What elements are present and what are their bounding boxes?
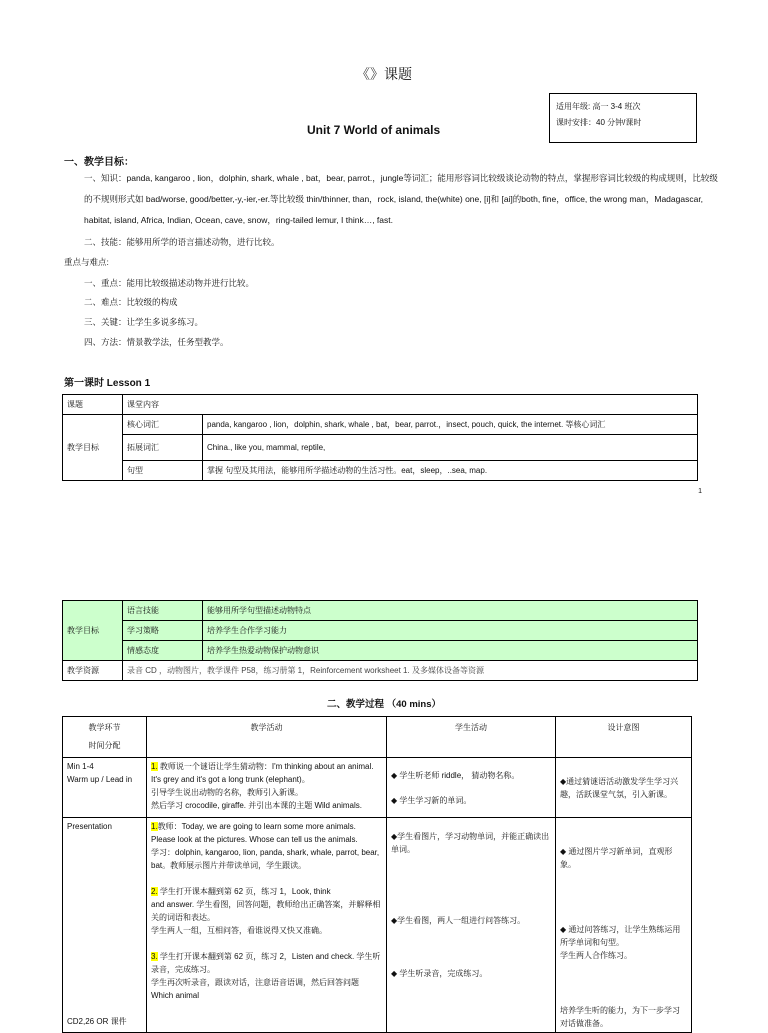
row-value: 能够用所学句型描述动物特点 [203, 601, 698, 621]
row-key: 拓展词汇 [123, 435, 203, 461]
info-box [549, 93, 697, 143]
intent-text: ◆ 通过图片学习新单词，直观形象。 [560, 847, 673, 869]
goal-label: 教学目标 [63, 415, 123, 481]
intent-text: ◆ 通过问答练习，让学生熟练运用所学单词和句型。 学生两人合作练习。 [560, 925, 681, 960]
document-title: 《》课题 [356, 66, 412, 82]
key-item: 一、重点：能用比较级描述动物并进行比较。 [84, 278, 255, 288]
row-value: 培养学生合作学习能力 [203, 621, 698, 641]
step-number: 1. [151, 822, 158, 831]
goals-paragraph-1: 一、知识：panda, kangaroo , lion，dolphin, shark, whale , bat，bear, parrot.，jungle等词汇；能用形容词比较级谈论动物的特点，掌握形容词比较级的构成规则，比较级的不规则形式如 bad/worse, good/better,-y,-ier,-er.等比较级 thin/thinner, than，rock, island, the(white) one, [i]和 [ai]的both, fine，office, the wrong man，Madagascar, habitat, island, Africa, Indian, Ocean, cave, snow，ring-tailed lemur, I think…, fast. [84, 173, 718, 225]
topic-value: 课堂内容 [123, 395, 698, 415]
intent-cell: ◆通过猜谜语活动激发学生学习兴趣，活跃课堂气氛，引入新课。 [556, 758, 692, 818]
goals-heading: 一、教学目标： [64, 157, 134, 168]
stage-cell: Min 1-4 Warm up / Lead in [63, 758, 147, 818]
resources-label: 教学资源 [63, 661, 123, 681]
stage-cell: Presentation CD2,26 OR 课件 [63, 818, 147, 1033]
student-text: ◆ 学生听老师 riddle， 猜动物名称。 [391, 770, 520, 780]
step-number: 2. [151, 887, 158, 896]
unit-title: Unit 7 World of animals [307, 123, 441, 137]
activity-text: 学生打开课本翻到第 62 页，练习 2，Listen and check. 学生听录音，完成练习。 学生再次听录音，跟读对话，注意语音语调，然后回答问题 Which animal [151, 952, 381, 1000]
student-cell [387, 818, 556, 1033]
key-item: 三、关键：让学生多说多练习。 [84, 317, 204, 327]
key-item: 二、难点：比较级的构成 [84, 297, 178, 307]
key-item: 四、方法：情景教学法，任务型教学。 [84, 337, 229, 347]
activity-text: 教师：Today, we are going to learn some more animals. Please look at the pictures. Whose can tell us the animals. 学习：dolphin, kangaroo, lion, panda, shark, whale, parrot, bear, bat。教师展示图片并带读单词，学生跟读。 [151, 822, 380, 870]
page-number: 1 [698, 488, 702, 495]
row-key: 语言技能 [123, 601, 203, 621]
row-value: 培养学生热爱动物保护动物意识 [203, 641, 698, 661]
process-heading: 二、教学过程 （40 mins） [326, 699, 442, 710]
student-text: ◆学生看图片，学习动物单词，并能正确读出单词。 [391, 832, 550, 854]
row-value: China., like you, mammal, reptile, [203, 435, 698, 461]
intent-text: 培养学生听的能力，为下一步学习对话做准备。 [560, 1006, 680, 1028]
info-line-1: 适用年级: 高一 3-4 班次 [556, 102, 641, 111]
intent-cell [556, 818, 692, 1033]
header-student: 学生活动 [387, 717, 556, 758]
row-key: 情感态度 [123, 641, 203, 661]
lesson-heading: 第一课时 Lesson 1 [64, 378, 151, 389]
resources-value: 录音 CD ，动物图片，教学课件 P58，练习册第 1，Reinforcement worksheet 1. 及多媒体设备等资源 [123, 661, 698, 681]
goals-paragraph-2: 二、技能：能够用所学的语言描述动物，进行比较。 [84, 237, 280, 247]
row-key: 核心词汇 [123, 415, 203, 435]
lesson-table [62, 394, 698, 481]
header-stage: 教学环节 时间分配 [63, 717, 147, 758]
goals-table-label: 教学目标 [63, 601, 123, 661]
activity-text: 教师说一个谜语让学生猜动物：I'm thinking about an animal. It's grey and it's got a long trunk (elephant)。 引导学生说出动物的名称，教师引入新课。 然后学习 crocodile, giraffe. 并引出本课的主题 Wild animals. [151, 762, 374, 810]
topic-label: 课题 [63, 395, 123, 415]
activity-text: 学生打开课本翻到第 62 页，练习 1，Look, think and answer. 学生看图，回答问题，教师给出正确答案，并解释相关的词语和表达。 学生两人一组，互相问答，看谁说得又快又准确。 [151, 887, 381, 935]
step-number: 3. [151, 952, 158, 961]
row-key: 学习策略 [123, 621, 203, 641]
row-value: 掌握 句型及其用法，能够用所学描述动物的生活习性。eat，sleep，..sea, map. [203, 461, 698, 481]
student-text: ◆ 学生听录音，完成练习。 [391, 969, 488, 978]
key-heading: 重点与难点: [64, 257, 109, 267]
header-activity: 教学活动 [147, 717, 387, 758]
activity-cell [147, 818, 387, 1033]
process-table [62, 716, 692, 1033]
row-key: 句型 [123, 461, 203, 481]
goals-table [62, 600, 698, 681]
info-line-2: 课时安排：40 分钟/课时 [556, 118, 642, 127]
student-text: ◆学生看图，两人一组进行问答练习。 [391, 916, 526, 925]
step-number: 1. [151, 762, 158, 771]
student-cell [387, 758, 556, 818]
student-text: ◆ 学生学习新的单词。 [391, 795, 472, 805]
row-value: panda, kangaroo , lion，dolphin, shark, whale , bat，bear, parrot.，insect, pouch, quick, the internet. 等核心词汇 [203, 415, 698, 435]
activity-cell [147, 758, 387, 818]
header-intent: 设计意图 [556, 717, 692, 758]
